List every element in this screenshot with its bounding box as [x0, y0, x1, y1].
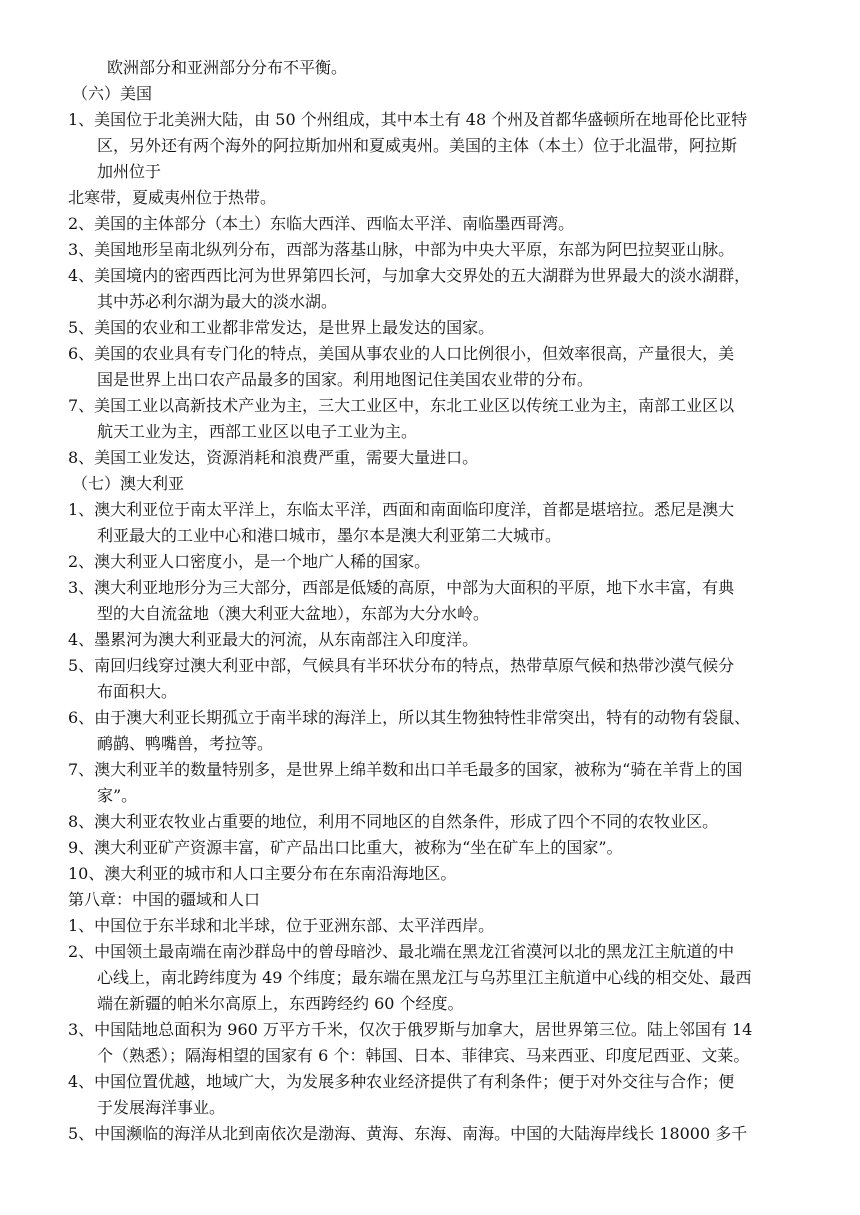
text-line: 其中苏必利尔湖为最大的淡水湖。	[97, 292, 338, 311]
text-line: 利亚最大的工业中心和港口城市，墨尔本是澳大利亚第二大城市。	[97, 526, 562, 545]
text-line: 6、美国的农业具有专门化的特点，美国从事农业的人口比例很小，但效率很高，产量很大，美	[68, 344, 735, 363]
text-line: 布面积大。	[97, 682, 178, 701]
text-line: 鸸鹋、鸭嘴兽，考拉等。	[97, 734, 274, 753]
text-line: 8、美国工业发达，资源消耗和浪费严重，需要大量进口。	[68, 448, 479, 467]
text-line: 5、美国的农业和工业都非常发达，是世界上最发达的国家。	[68, 318, 495, 337]
text-line: 区，另外还有两个海外的阿拉斯加州和夏威夷州。美国的主体（本土）位于北温带，阿拉斯	[97, 136, 738, 155]
text-line: 北寒带，夏威夷州位于热带。	[68, 188, 277, 207]
text-line: 加州位于	[97, 162, 162, 181]
text-line: 国是世界上出口农产品最多的国家。利用地图记住美国农业带的分布。	[97, 370, 594, 389]
text-line: 2、澳大利亚人口密度小，是一个地广人稀的国家。	[68, 552, 431, 571]
text-line: 个（熟悉）；隔海相望的国家有 6 个：韩国、日本、菲律宾、马来西亚、印度尼西亚、文莱。	[97, 1046, 750, 1065]
section-heading: （六）美国	[72, 84, 153, 103]
text-line: 欧洲部分和亚洲部分分布不平衡。	[107, 58, 348, 77]
section-heading: （七）澳大利亚	[72, 474, 185, 493]
text-line: 型的大自流盆地（澳大利亚大盆地），东部为大分水岭。	[97, 604, 490, 623]
text-line: 航天工业为主，西部工业区以电子工业为主。	[97, 422, 418, 441]
text-line: 4、中国位置优越，地域广大，为发展多种农业经济提供了有利条件；便于对外交往与合作；便	[68, 1072, 735, 1091]
text-line: 4、美国境内的密西西比河为世界第四长河，与加拿大交界处的五大湖群为世界最大的淡水湖群，	[68, 266, 751, 285]
text-line: 端在新疆的帕米尔高原上，东西跨经约 60 个经度。	[97, 994, 464, 1013]
text-line: 2、中国领土最南端在南沙群岛中的曾母暗沙、最北端在黑龙江省漠河以北的黑龙江主航道的中	[68, 942, 735, 961]
text-line: 6、由于澳大利亚长期孤立于南半球的海洋上，所以其生物独特性非常突出，特有的动物有袋鼠、	[68, 708, 751, 727]
text-line: 2、美国的主体部分（本土）东临大西洋、西临太平洋、南临墨西哥湾。	[68, 214, 575, 233]
text-line: 4、墨累河为澳大利亚最大的河流，从东南部注入印度洋。	[68, 630, 479, 649]
text-line: 5、中国濒临的海洋从北到南依次是渤海、黄海、东海、南海。中国的大陆海岸线长 18000 多千	[68, 1124, 748, 1143]
text-line: 3、中国陆地总面积为 960 万平方千米，仅次于俄罗斯与加拿大，居世界第三位。陆上邻国有 14	[68, 1020, 753, 1039]
text-line: 于发展海洋事业。	[97, 1098, 226, 1117]
text-line: 3、澳大利亚地形分为三大部分，西部是低矮的高原，中部为大面积的平原，地下水丰富，有典	[68, 578, 735, 597]
text-line: 5、南回归线穿过澳大利亚中部，气候具有半环状分布的特点，热带草原气候和热带沙漠气候分	[68, 656, 735, 675]
text-line: 1、澳大利亚位于南太平洋上，东临太平洋，西面和南面临印度洋，首都是堪培拉。悉尼是澳大	[68, 500, 735, 519]
text-line: 7、美国工业以高新技术产业为主，三大工业区中，东北工业区以传统工业为主，南部工业区以	[68, 396, 735, 415]
text-line: 家”。	[97, 786, 138, 805]
text-line: 7、澳大利亚羊的数量特别多，是世界上绵羊数和出口羊毛最多的国家，被称为“骑在羊背上的国	[68, 760, 743, 779]
text-line: 10、澳大利亚的城市和人口主要分布在东南沿海地区。	[68, 864, 457, 883]
chapter-heading: 第八章：中国的疆域和人口	[68, 890, 261, 909]
text-line: 1、美国位于北美洲大陆，由 50 个州组成，其中本土有 48 个州及首都华盛顿所在地哥伦比亚特	[68, 110, 748, 129]
text-line: 心线上，南北跨纬度为 49 个纬度；最东端在黑龙江与乌苏里江主航道中心线的相交处、最西	[97, 968, 752, 987]
text-line: 3、美国地形呈南北纵列分布，西部为落基山脉，中部为中央大平原，东部为阿巴拉契亚山脉。	[68, 240, 735, 259]
text-line: 1、中国位于东半球和北半球，位于亚洲东部、太平洋西岸。	[68, 916, 495, 935]
text-line: 8、澳大利亚农牧业占重要的地位，利用不同地区的自然条件，形成了四个不同的农牧业区。	[68, 812, 719, 831]
text-line: 9、澳大利亚矿产资源丰富，矿产品出口比重大，被称为“坐在矿车上的国家”。	[68, 838, 623, 857]
